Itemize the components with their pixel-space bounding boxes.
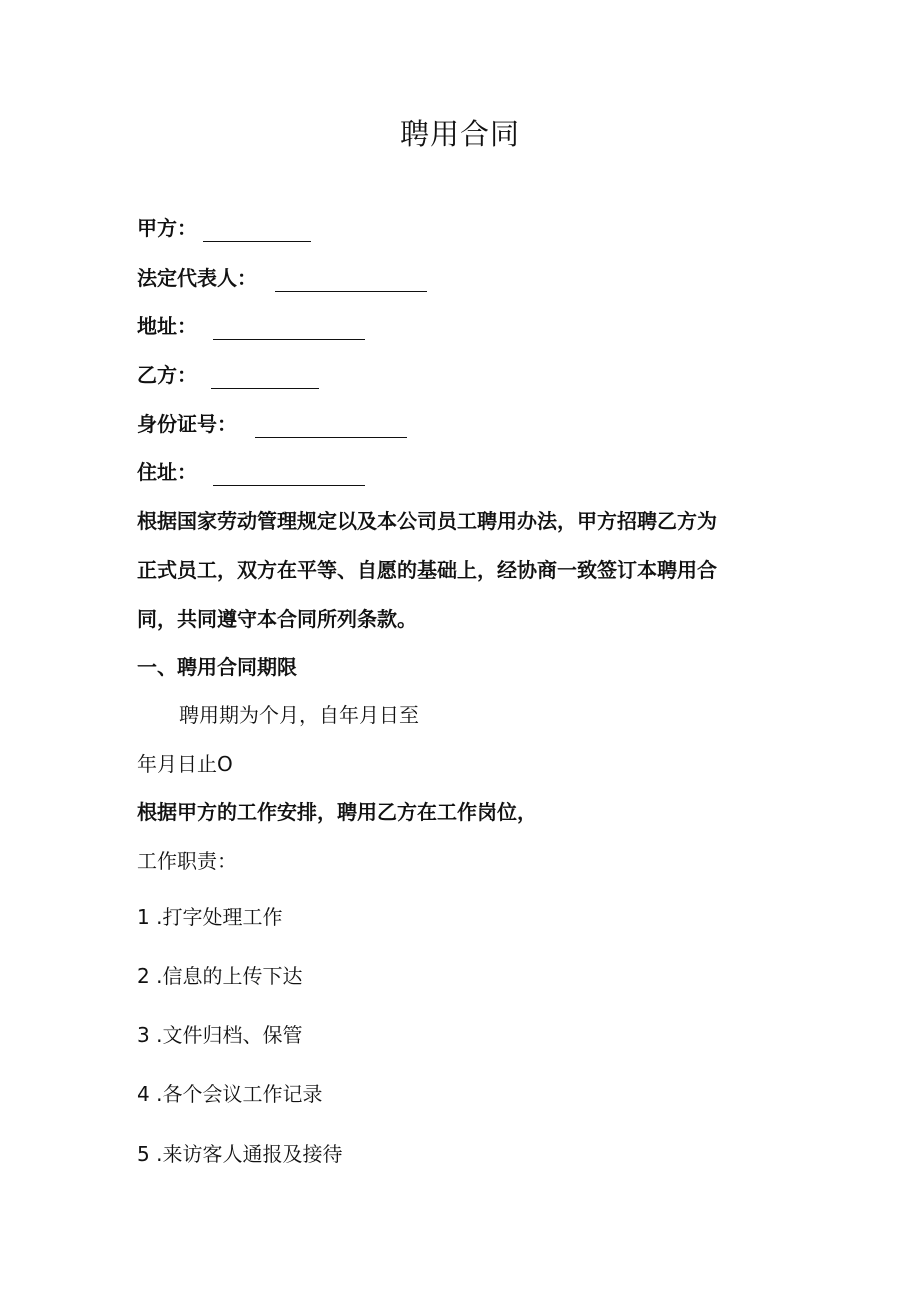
field-label: 身份证号： xyxy=(137,412,237,436)
term-line: 年月日止O xyxy=(137,752,233,776)
fill-in-blank xyxy=(255,415,407,438)
field-address xyxy=(137,312,365,340)
list-item: 2 .信息的上传下达 xyxy=(137,964,303,988)
duties-label: 工作职责： xyxy=(137,849,237,873)
field-party-b xyxy=(137,361,319,389)
field-id-number xyxy=(137,410,407,438)
field-residence xyxy=(137,458,365,486)
field-label: 乙方： xyxy=(137,363,197,387)
assignment-line: 根据甲方的工作安排，聘用乙方在工作岗位， xyxy=(137,800,537,824)
field-label: 法定代表人： xyxy=(137,266,257,290)
field-label: 地址： xyxy=(137,314,197,338)
field-label: 住址： xyxy=(137,460,197,484)
fill-in-blank xyxy=(213,463,365,486)
field-label: 甲方： xyxy=(137,216,197,240)
list-item: 4 .各个会议工作记录 xyxy=(137,1082,323,1106)
list-item: 5 .来访客人通报及接待 xyxy=(137,1142,343,1166)
field-legal-representative xyxy=(137,264,427,292)
list-item: 1 .打字处理工作 xyxy=(137,905,283,929)
intro-line: 同，共同遵守本合同所列条款。 xyxy=(137,607,417,631)
intro-line: 正式员工，双方在平等、自愿的基础上，经协商一致签订本聘用合 xyxy=(137,558,717,582)
intro-line: 根据国家劳动管理规定以及本公司员工聘用办法，甲方招聘乙方为 xyxy=(137,509,717,533)
list-item: 3 .文件归档、保管 xyxy=(137,1023,303,1047)
fill-in-blank xyxy=(213,317,365,340)
field-party-a xyxy=(137,214,311,242)
fill-in-blank xyxy=(275,269,427,292)
fill-in-blank xyxy=(203,219,311,242)
document-title: 聘用合同 xyxy=(399,117,520,151)
section-heading: 一、聘用合同期限 xyxy=(137,655,297,679)
term-line: 聘用期为个月，自年月日至 xyxy=(179,703,419,727)
fill-in-blank xyxy=(211,366,319,389)
